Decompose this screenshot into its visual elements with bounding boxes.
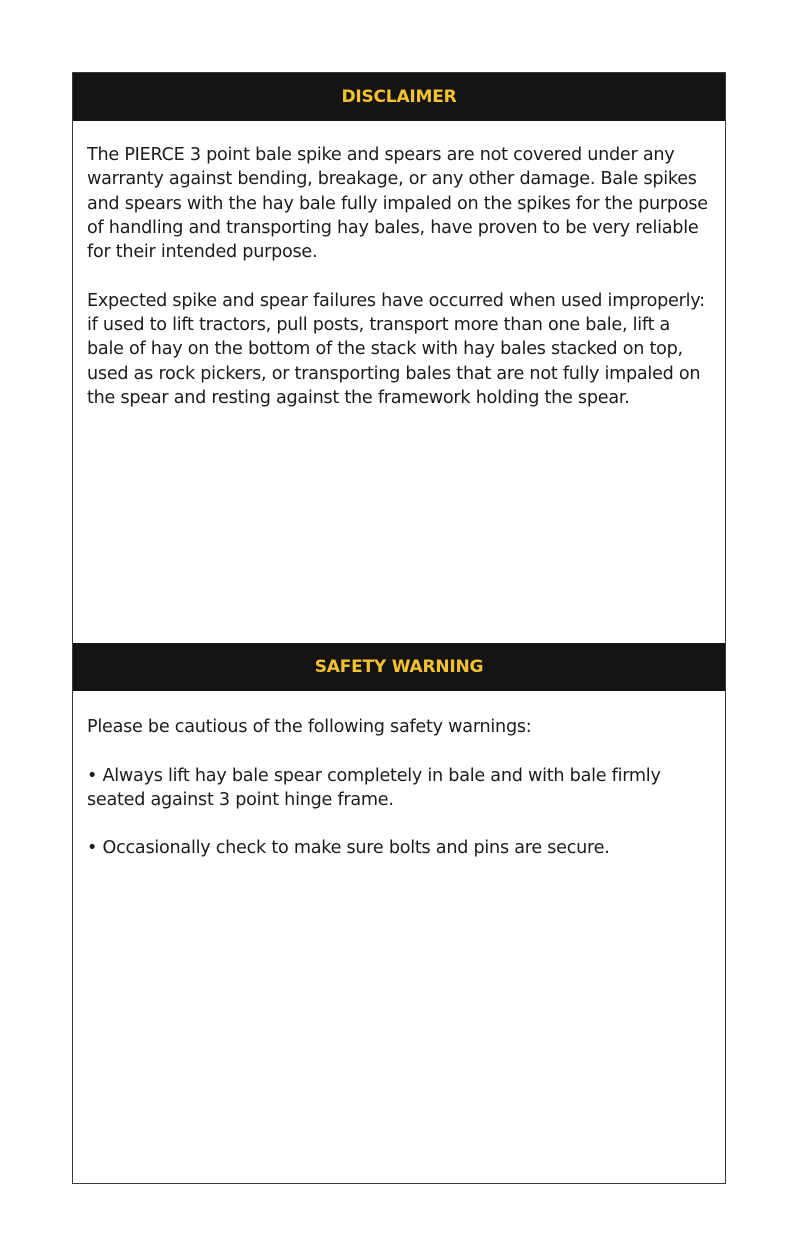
disclaimer-title: DISCLAIMER [341, 87, 457, 107]
safety-warning-body [87, 715, 711, 885]
safety-warning-intro: Please be cautious of the following safety warnings: [87, 717, 532, 737]
disclaimer-paragraph-1: The PIERCE 3 point bale spike and spears are not covered under any warranty against bending, breakage, or any other damage. Bale spikes and spears with the hay bale fully impaled on the spikes for the purpose of handling and transporting hay bales, have proven to be very reliable for their intended purpose. [87, 145, 708, 263]
safety-warning-header [73, 643, 725, 691]
safety-warning-item: • Occasionally check to make sure bolts and pins are secure. [87, 838, 610, 859]
document-frame [72, 72, 726, 1184]
safety-warning-item: • Always lift hay bale spear completely in bale and with bale firmly seated against 3 point hinge frame. [87, 765, 661, 810]
disclaimer-header [73, 73, 725, 121]
safety-warning-title: SAFETY WARNING [314, 657, 484, 677]
disclaimer-paragraph-2: Expected spike and spear failures have occurred when used improperly: if used to lift tractors, pull posts, transport more than one bale, lift a bale of hay on the bottom of the stack with hay bales stacked on top, used as rock pickers, or transporting bales that are not fully impaled on the spear and resting against the framework holding the spear. [87, 290, 705, 408]
disclaimer-body [87, 143, 711, 435]
